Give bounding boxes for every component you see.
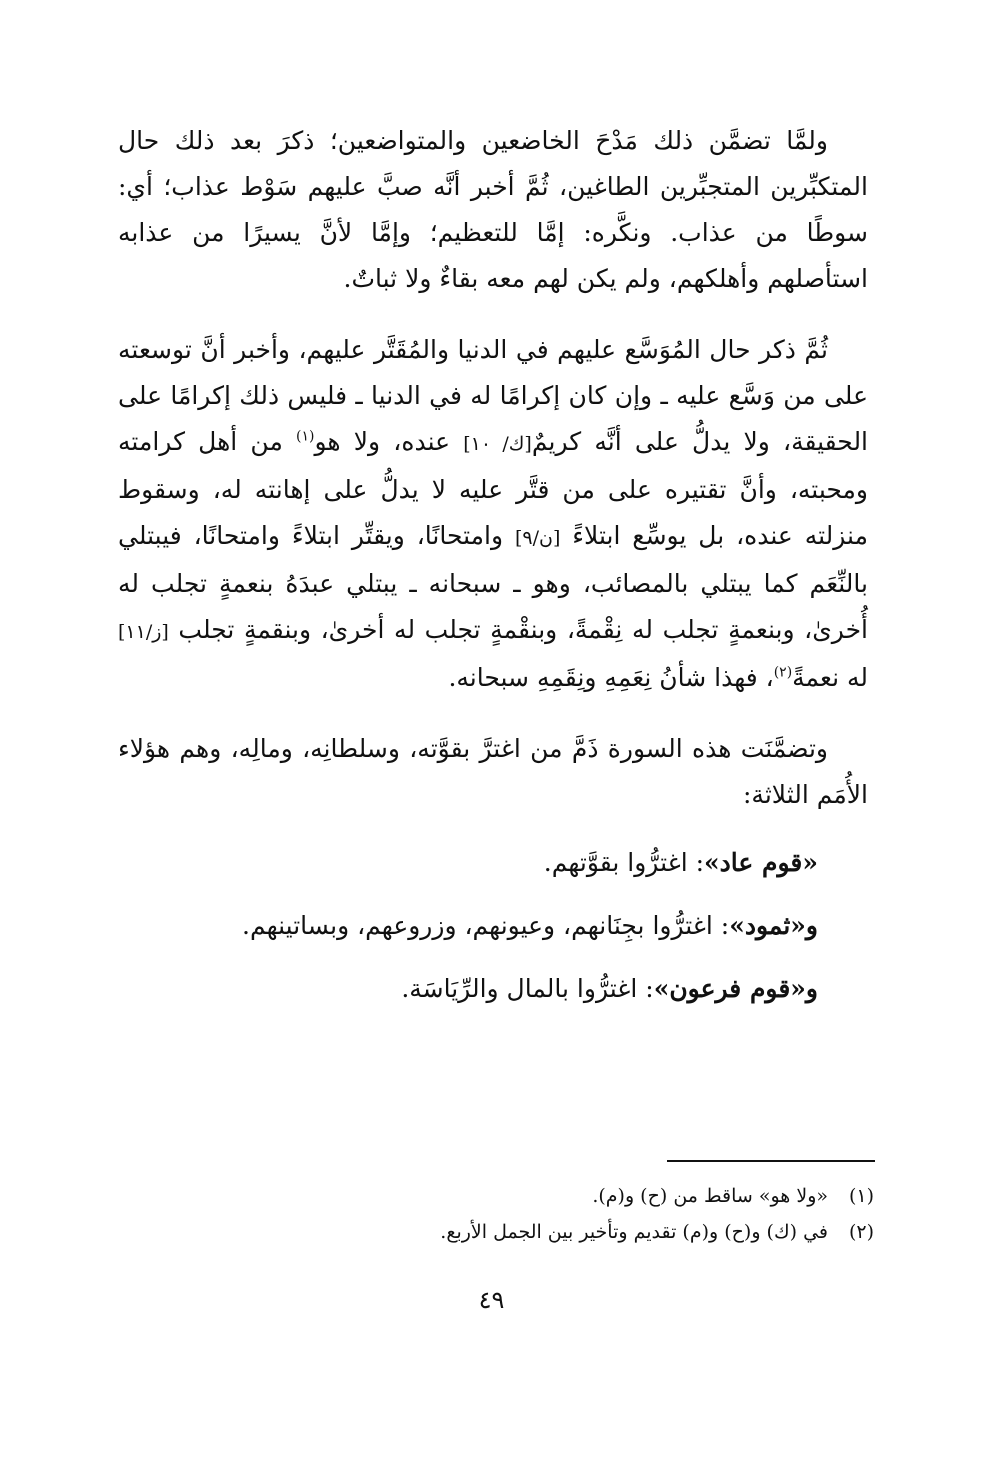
footnote-marker-2[interactable]: (٢)	[773, 664, 793, 681]
paragraph-1: ولمَّا تضمَّن ذلك مَدْحَ الخاضعين والمتواضعين؛ ذكرَ بعد ذلك حال المتكبِّرين المتجبِّرين الطاغين، ثُمَّ أخبر أنَّه صبَّ عليهم سَوْط عذاب؛ أي: سوطًا من عذاب. ونكَّره: إمَّا للتعظيم؛ وإمَّا لأنَّ يسيرًا من عذابه استأصلهم وأهلكهم، ولم يكن لهم معه بقاءٌ ولا ثباتٌ.	[118, 126, 868, 293]
paragraph-2	[118, 327, 868, 701]
footnote-marker-1[interactable]: (١)	[296, 428, 315, 445]
footnote-1	[118, 1178, 874, 1214]
list-item-text: : اغترُّوا بالمال والرِّيَاسَة.	[401, 974, 654, 1003]
list-item-name: «قوم عاد»	[704, 848, 818, 877]
footnote-2	[118, 1214, 874, 1250]
list-item-thamud	[118, 903, 868, 949]
list-item-name: و«قوم فرعون»	[653, 974, 818, 1003]
main-text	[118, 118, 868, 1029]
footnote-number: (١)	[848, 1185, 874, 1207]
list-item-name: و«ثمود»	[729, 911, 818, 940]
page-number: ٤٩	[478, 1286, 505, 1314]
paragraph-3: وتضمَّنَت هذه السورة ذَمَّ من اغترَّ بقوَّته، وسلطانِه، ومالِه، وهم هؤلاء الأُمَم الثلاثة:	[118, 734, 868, 809]
paragraph-2-text-c: من أهل كرامته ومحبته، وأنَّ تقتيره على من قتَّر عليه لا يدلُّ على إهانته له، وسقوط منزلته عنده، بل يوسِّع ابتلاءً	[118, 427, 868, 550]
list-item-aad	[118, 840, 868, 886]
footnote-text: «ولا هو» ساقط من (ح) و(م).	[592, 1185, 828, 1207]
footnote-divider	[667, 1160, 875, 1162]
manuscript-ref-z11: [ز/١١]	[118, 621, 169, 643]
paragraph-2-text-b: عنده، ولا هو	[314, 427, 464, 456]
list-item-pharaoh	[118, 966, 868, 1012]
manuscript-ref-n9: [ن/٩]	[514, 527, 561, 549]
footnotes	[118, 1178, 874, 1250]
list-item-text: : اغترُّوا بقوَّتهم.	[543, 848, 705, 877]
manuscript-ref-k10: [ك/ ١٠]	[463, 433, 532, 455]
list-item-text: : اغترُّوا بجِنَانهم، وعيونهم، وزروعهم، وبساتينهم.	[242, 911, 730, 940]
paragraph-2-text-e: له نعمةً	[792, 663, 868, 692]
paragraph-2-text-f: ، فهذا شأنُ نِعَمِهِ ونِقَمِهِ سبحانه.	[448, 663, 774, 692]
footnote-number: (٢)	[848, 1221, 874, 1243]
paragraph-2-text-a: ثُمَّ ذكر حال المُوَسَّع عليهم في الدنيا والمُقَتَّر عليهم، وأخبر أنَّ توسعته على من وَسَّع عليه ـ وإن كان إكرامًا له في الدنيا ـ فليس ذلك إكرامًا على الحقيقة، ولا يدلُّ على أنَّه كريمٌ	[118, 335, 869, 456]
paragraph-2-text-d: وامتحانًا، ويقتِّر ابتلاءً وامتحانًا، فيبتلي بالنِّعَم كما يبتلي بالمصائب، وهو ـ سبحانه ـ يبتلي عبدَهُ بنعمةٍ تجلب له أُخرىٰ، وبنعمةٍ تجلب له نِقْمةً، وبنقْمةٍ تجلب له أخرىٰ، وبنقمةٍ تجلب	[118, 521, 868, 644]
footnote-text: في (ك) و(ح) و(م) تقديم وتأخير بين الجمل الأربع.	[440, 1221, 828, 1243]
